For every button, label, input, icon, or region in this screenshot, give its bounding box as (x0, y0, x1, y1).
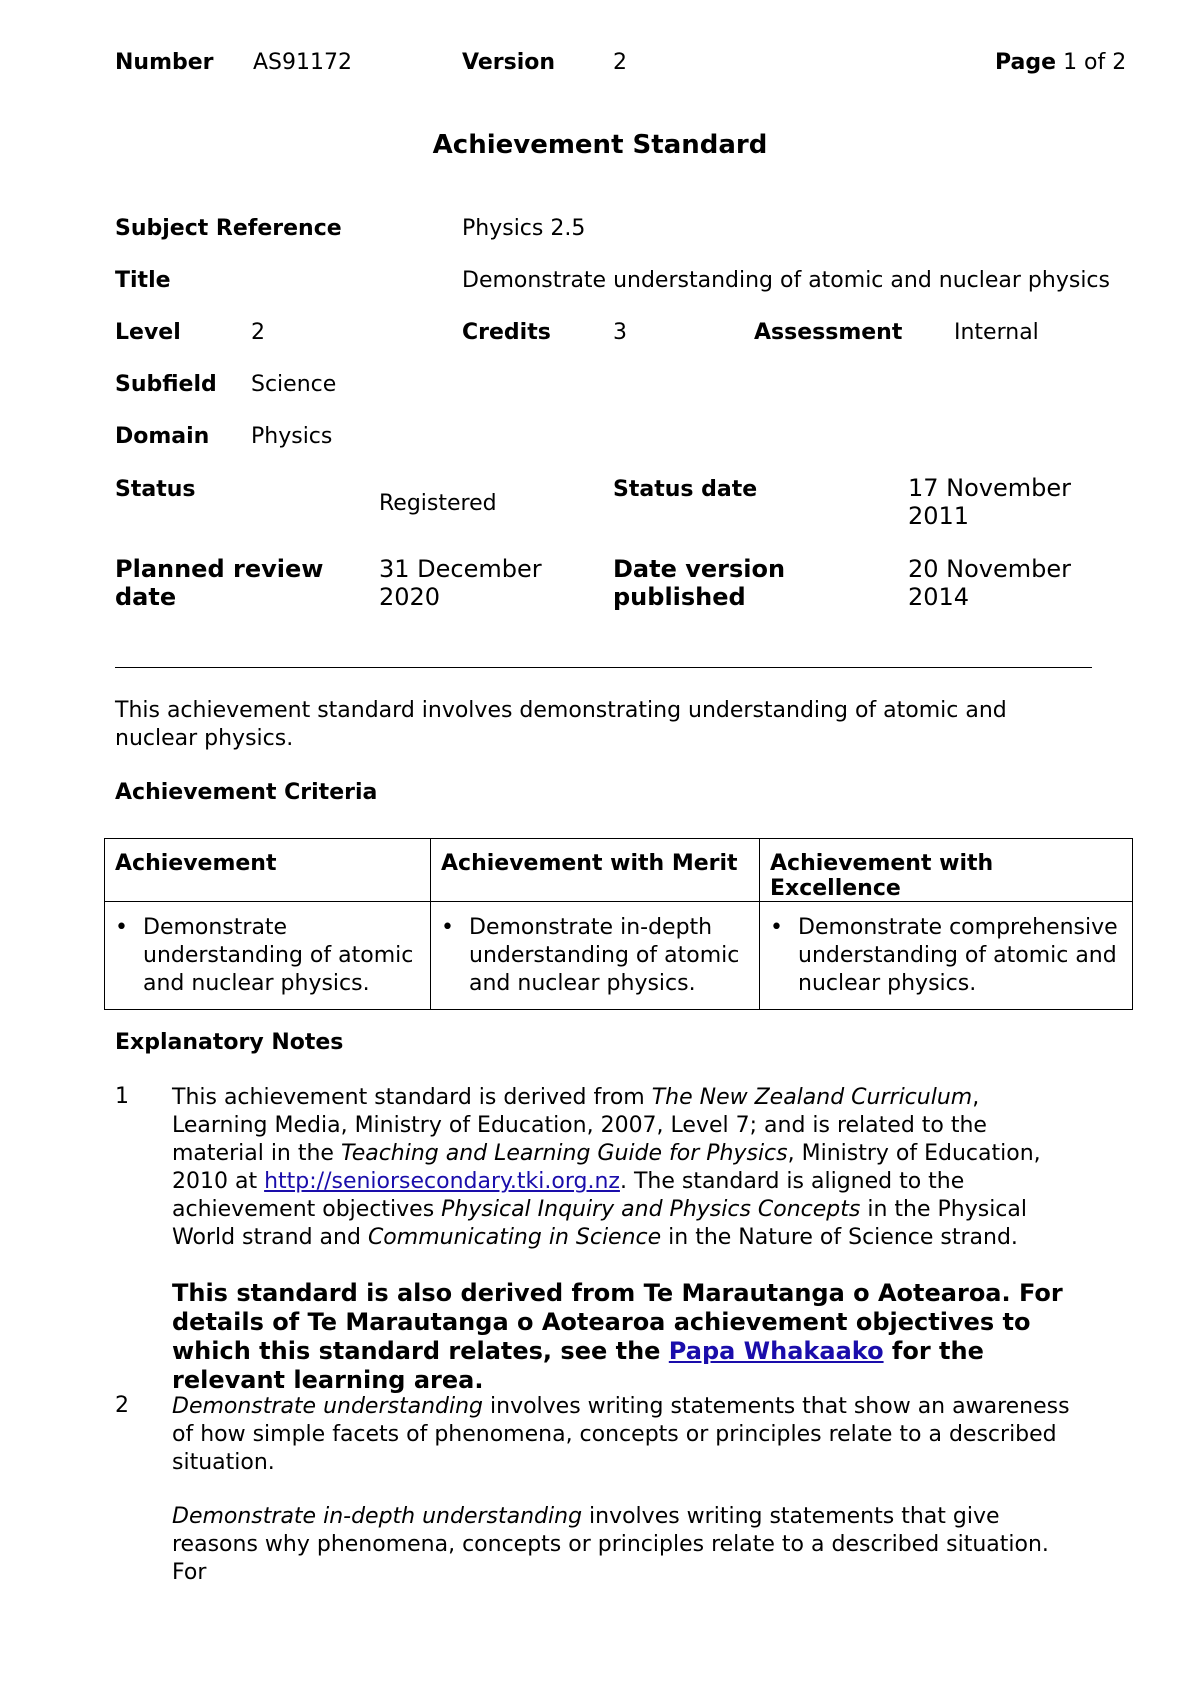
criteria-text: Demonstrate in-depth understanding of atomic and nuclear physics. (469, 915, 740, 996)
criteria-header-row (105, 839, 1133, 902)
subfield-label: Subfield (115, 372, 217, 397)
note-2-number: 2 (115, 1393, 129, 1418)
level-label: Level (115, 320, 181, 345)
assessment-label: Assessment (754, 320, 903, 345)
divider (115, 667, 1092, 668)
bullet-icon: • (115, 915, 128, 940)
page-indicator (995, 50, 1126, 75)
domain-label: Domain (115, 424, 210, 449)
note-1-text: This achievement standard is derived from (172, 1085, 652, 1110)
note-1-text: , Ministry of Education, 2010 at (172, 1141, 1041, 1194)
date-version-label-line-2: published (613, 583, 746, 611)
tki-link[interactable]: http://seniorsecondary.tki.org.nz (264, 1169, 620, 1194)
subject-reference-label: Subject Reference (115, 216, 342, 241)
status-date-line-2: 2011 (908, 502, 970, 530)
note-1-italic: Communicating in Science (367, 1225, 662, 1250)
page-label: Page (995, 50, 1057, 75)
criteria-text: Demonstrate comprehensive understanding of atomic and nuclear physics. (798, 915, 1118, 996)
note-2-text: involves writing statements that give reasons why phenomena, concepts or principles relate to a described situation. For (172, 1504, 1049, 1585)
note-1-number: 1 (115, 1084, 129, 1109)
subject-reference-value: Physics 2.5 (462, 216, 586, 241)
level-value: 2 (251, 320, 265, 345)
criteria-heading: Achievement Criteria (115, 780, 378, 805)
planned-review-label-line-2: date (115, 583, 177, 611)
status-date-label: Status date (613, 477, 758, 502)
criteria-text: Demonstrate understanding of atomic and nuclear physics. (143, 915, 414, 996)
criteria-cell-achievement (105, 902, 431, 1010)
planned-review-label-line-1: Planned review (115, 555, 324, 583)
note-1-paragraph (172, 1084, 1072, 1252)
criteria-header-merit: Achievement with Merit (431, 839, 760, 902)
maori-note-paragraph (172, 1279, 1092, 1395)
assessment-value: Internal (954, 320, 1039, 345)
note-2-italic: Demonstrate in-depth understanding (172, 1504, 583, 1529)
note-1-italic: Teaching and Learning Guide for Physics (340, 1141, 788, 1166)
version-value: 2 (613, 50, 627, 75)
date-version-value (908, 555, 1071, 611)
criteria-header-achievement: Achievement (105, 839, 431, 902)
subfield-value: Science (251, 372, 337, 397)
page-value: 1 of 2 (1063, 50, 1127, 75)
version-label: Version (462, 50, 556, 75)
credits-label: Credits (462, 320, 551, 345)
maori-note-text: for the relevant learning area. (172, 1337, 984, 1394)
note-1-italic: Physical Inquiry and Physics Concepts (441, 1197, 861, 1222)
maori-note-text: This standard is also derived from Te Marautanga o Aotearoa. For details of Te Marautanga o Aotearoa achievement objectives to which this standard relates, see the (172, 1279, 1063, 1365)
criteria-row (105, 902, 1133, 1010)
note-2-italic: Demonstrate understanding (172, 1394, 484, 1419)
notes-heading: Explanatory Notes (115, 1030, 344, 1055)
credits-value: 3 (613, 320, 627, 345)
status-date-value (908, 474, 1071, 530)
date-version-value-line-1: 20 November (908, 555, 1072, 583)
domain-value: Physics (251, 424, 333, 449)
note-1-italic: The New Zealand Curriculum (651, 1085, 973, 1110)
page-title: Achievement Standard (432, 130, 768, 160)
planned-review-value (379, 555, 542, 611)
planned-review-value-line-1: 31 December (379, 555, 542, 583)
papa-whakaako-link[interactable]: Papa Whakaako (668, 1337, 884, 1365)
intro-paragraph: This achievement standard involves demonstrating understanding of atomic and nuclear physics. (115, 698, 1007, 751)
criteria-table (104, 838, 1133, 1010)
bullet-icon: • (441, 915, 454, 940)
title-value: Demonstrate understanding of atomic and nuclear physics (462, 268, 1110, 293)
planned-review-label (115, 555, 323, 611)
criteria-cell-merit (431, 902, 760, 1010)
note-2-paragraph (172, 1393, 1082, 1477)
note-1-text: in the Physical World strand and (172, 1197, 1027, 1250)
criteria-header-excellence: Achievement with Excellence (760, 839, 1133, 902)
status-value: Registered (379, 491, 497, 516)
title-label: Title (115, 268, 171, 293)
status-date-line-1: 17 November (908, 474, 1072, 502)
date-version-label (613, 555, 785, 611)
note-1-text: , Learning Media, Ministry of Education, 2007, Level 7; and is related to the material in the (172, 1085, 987, 1166)
planned-review-value-line-2: 2020 (379, 583, 441, 611)
date-version-value-line-2: 2014 (908, 583, 970, 611)
note-2-paragraph-2 (172, 1503, 1082, 1587)
note-1-text: in the Nature of Science strand. (661, 1225, 1018, 1250)
date-version-label-line-1: Date version (613, 555, 786, 583)
note-2-text: involves writing statements that show an awareness of how simple facets of phenomena, concepts or principles relate to a described situation. (172, 1394, 1070, 1475)
note-1-text: . The standard is aligned to the achievement objectives (172, 1169, 965, 1222)
number-label: Number (115, 50, 214, 75)
number-value: AS91172 (253, 50, 352, 75)
status-label: Status (115, 477, 196, 502)
criteria-cell-excellence (760, 902, 1133, 1010)
bullet-icon: • (770, 915, 783, 940)
